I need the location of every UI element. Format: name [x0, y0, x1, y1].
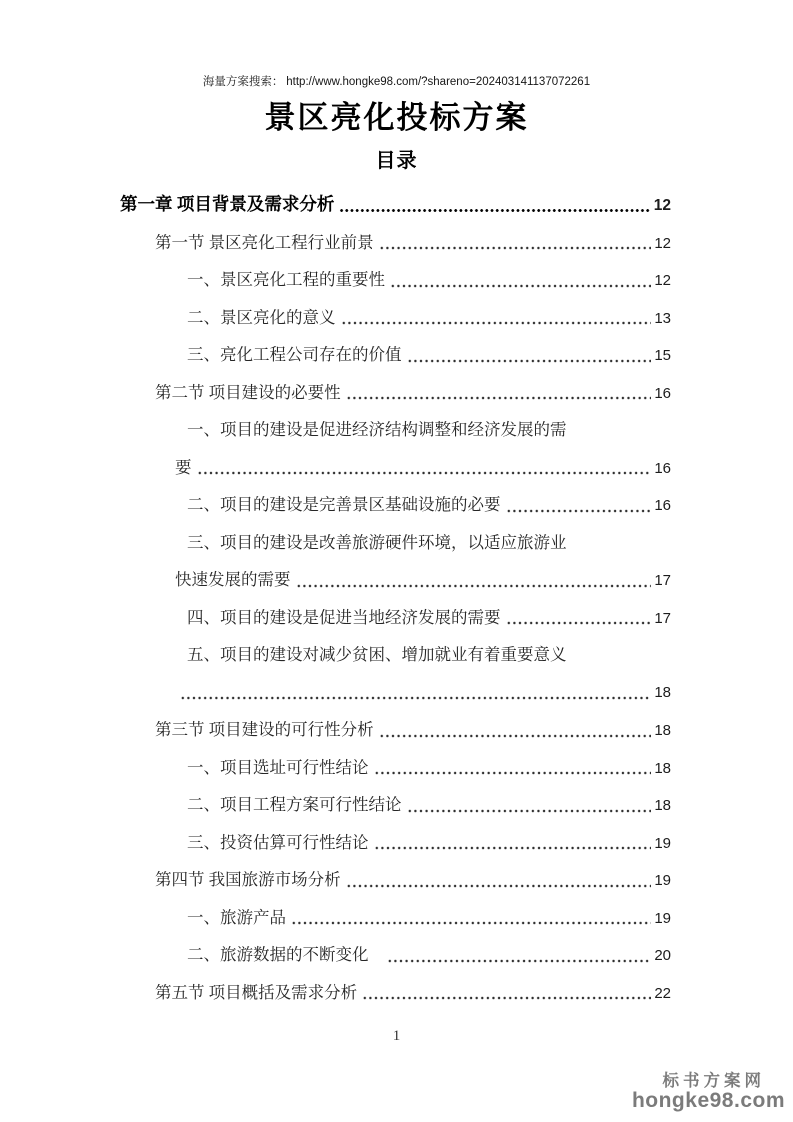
toc-page-number: 18	[654, 722, 671, 739]
page-number: 1	[392, 1028, 401, 1044]
toc-entry-link[interactable]	[120, 261, 671, 299]
toc-entry	[120, 749, 671, 787]
toc-entry-link[interactable]	[120, 524, 671, 562]
toc-entry	[120, 524, 671, 599]
toc-page-number: 19	[654, 872, 671, 889]
toc-page-number: 12	[654, 272, 671, 289]
toc-page-number: 18	[654, 759, 671, 777]
toc-entry-text: 三、投资估算可行性结论	[187, 832, 369, 852]
toc-entry-link[interactable]	[120, 711, 671, 749]
toc-entry	[120, 599, 671, 637]
toc-entry	[120, 261, 671, 299]
toc-entry-link[interactable]	[120, 336, 671, 374]
document-title: 景区亮化投标方案	[264, 100, 529, 135]
toc-page-number: 16	[654, 384, 671, 402]
toc-dot-leader	[407, 336, 652, 374]
toc-entry-link[interactable]	[120, 411, 671, 449]
toc-entry	[120, 486, 671, 524]
toc-entry	[120, 336, 671, 374]
toc-entry-text: 第一节 景区亮化工程行业前景	[155, 232, 374, 252]
toc-dot-leader	[506, 599, 652, 637]
toc-dot-leader	[180, 674, 651, 712]
toc-entry	[120, 224, 671, 262]
toc-entry-text: 四、项目的建设是促进当地经济发展的需要	[187, 607, 501, 627]
toc-page-number: 19	[654, 909, 671, 927]
toc-dot-leader	[379, 711, 652, 749]
toc-page-number: 16	[654, 459, 671, 477]
toc-page-number: 22	[654, 984, 671, 1002]
toc-dot-leader	[197, 449, 652, 487]
toc-entry	[120, 711, 671, 749]
toc-page-number: 15	[654, 347, 671, 364]
toc-dot-leader	[407, 786, 652, 824]
toc-dot-leader	[346, 861, 652, 899]
toc-entry-link[interactable]	[120, 486, 671, 524]
toc-dot-leader	[339, 186, 650, 224]
toc-dot-leader	[362, 974, 651, 1012]
toc-entry-text: 三、项目的建设是改善旅游硬件环境，以适应旅游业	[187, 532, 567, 552]
toc-entry-text: 第二节 项目建设的必要性	[155, 382, 341, 402]
header-search-label: 海量方案搜索：	[202, 76, 284, 88]
toc-entry-link[interactable]	[120, 974, 671, 1012]
toc-entry-link[interactable]	[120, 786, 671, 824]
toc-entry	[120, 861, 671, 899]
toc-dot-leader	[390, 261, 651, 299]
toc-entry	[120, 411, 671, 486]
toc-page-number: 16	[654, 497, 671, 514]
toc-page-number: 12	[653, 197, 671, 214]
toc-entry-link[interactable]	[120, 374, 671, 412]
toc-entry-link[interactable]	[120, 561, 671, 599]
toc-entry	[120, 974, 671, 1012]
toc-entry-link[interactable]	[120, 224, 671, 262]
toc-page-number: 18	[654, 683, 671, 701]
toc-entry-text: 第四节 我国旅游市场分析	[155, 870, 341, 889]
toc-entry-text: 二、旅游数据的不断变化	[187, 945, 369, 964]
toc-dot-leader	[374, 824, 652, 862]
toc-entry-text: 一、项目选址可行性结论	[187, 757, 369, 777]
toc-entry	[120, 899, 671, 937]
toc-dot-leader	[387, 936, 652, 974]
toc-page-number: 19	[654, 834, 671, 852]
toc-dot-leader	[374, 749, 652, 787]
toc-entry-link[interactable]	[120, 861, 671, 899]
toc-dot-leader	[346, 374, 652, 412]
toc-entry	[120, 824, 671, 862]
toc-entry-text: 第五节 项目概括及需求分析	[155, 982, 358, 1002]
toc-entry	[120, 186, 671, 224]
toc-entry-link[interactable]	[120, 824, 671, 862]
toc-entry-link[interactable]	[120, 674, 671, 712]
toc-entry-text: 一、旅游产品	[187, 907, 286, 927]
toc-entry	[120, 374, 671, 412]
toc-entry	[120, 299, 671, 337]
toc-entry-link[interactable]	[120, 899, 671, 937]
toc-dot-leader	[296, 561, 652, 599]
toc-page-number: 18	[654, 797, 671, 814]
toc-page-number: 13	[654, 309, 671, 327]
toc-dot-leader	[506, 486, 652, 524]
toc-entry-link[interactable]	[120, 749, 671, 787]
toc-entry	[120, 936, 671, 974]
toc-entry	[120, 786, 671, 824]
watermark-site-name: 标书方案网	[662, 1071, 765, 1090]
toc-heading: 目录	[375, 150, 418, 172]
toc-entry-link[interactable]	[120, 299, 671, 337]
header-share-url[interactable]: http://www.hongke98.com/?shareno=202403141137072261	[286, 76, 591, 88]
toc-dot-leader	[341, 299, 652, 337]
toc-page-number: 12	[654, 234, 671, 252]
toc-page-number: 20	[654, 947, 671, 964]
toc-entry	[120, 636, 671, 711]
toc-page-number: 17	[654, 609, 671, 627]
toc-entry-text: 第三节 项目建设的可行性分析	[155, 720, 374, 739]
toc-entry-link[interactable]	[120, 936, 671, 974]
toc-page-number: 17	[654, 572, 671, 589]
toc-entry-text: 二、项目的建设是完善景区基础设施的必要	[187, 495, 501, 514]
toc-dot-leader	[291, 899, 651, 937]
toc-entry-text: 二、项目工程方案可行性结论	[187, 795, 402, 814]
toc-entry-text: 一、项目的建设是促进经济结构调整和经济发展的需	[187, 420, 567, 439]
watermark-site-url: hongke98.com	[631, 1088, 785, 1112]
toc-entry-text: 要	[175, 457, 192, 477]
toc-entry-text: 五、项目的建设对减少贫困、增加就业有着重要意义	[187, 645, 567, 664]
toc-entry-text: 三、亮化工程公司存在的价值	[187, 345, 402, 364]
toc-entry-text: 一、景区亮化工程的重要性	[187, 270, 385, 289]
watermark	[632, 1073, 785, 1112]
toc-entry-text: 二、景区亮化的意义	[187, 307, 336, 327]
toc-entry-text: 第一章 项目背景及需求分析	[120, 194, 335, 214]
table-of-contents	[120, 186, 671, 1011]
toc-entry-link[interactable]	[120, 449, 671, 487]
toc-entry-link[interactable]	[120, 599, 671, 637]
toc-entry-link[interactable]	[120, 636, 671, 674]
document-header	[0, 73, 793, 89]
toc-dot-leader	[379, 224, 652, 262]
toc-entry-text: 快速发展的需要	[175, 570, 291, 589]
toc-entry-link[interactable]	[120, 186, 671, 224]
